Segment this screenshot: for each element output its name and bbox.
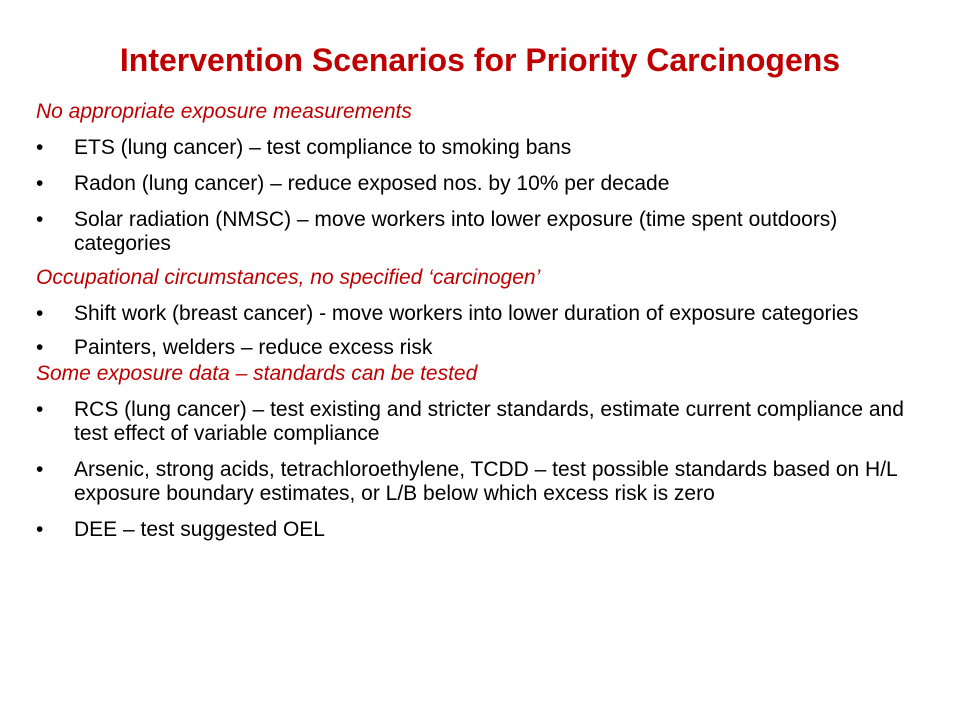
bullet-text: ETS (lung cancer) – test compliance to smoking bans bbox=[74, 136, 572, 159]
bullet-text: Solar radiation (NMSC) – move workers into lower exposure (time spent outdoors) categories bbox=[74, 208, 838, 255]
bullet-text: DEE – test suggested OEL bbox=[74, 518, 325, 541]
bullet-item-radon bbox=[36, 172, 936, 196]
bullet-item-dee bbox=[36, 518, 936, 542]
bullet-item-solar bbox=[36, 208, 936, 256]
bullet-item-ets bbox=[36, 136, 936, 160]
bullet-icon: • bbox=[36, 458, 44, 481]
section-heading-occupational: Occupational circumstances, no specified ‘carcinogen’ bbox=[36, 266, 541, 289]
bullet-item-painters bbox=[36, 336, 936, 360]
bullet-icon: • bbox=[36, 518, 44, 541]
bullet-icon: • bbox=[36, 172, 44, 195]
bullet-text: Shift work (breast cancer) - move workers into lower duration of exposure categories bbox=[74, 302, 859, 325]
bullet-item-arsenic bbox=[36, 458, 936, 506]
section-heading-no-measurements: No appropriate exposure measurements bbox=[36, 100, 412, 123]
bullet-item-rcs bbox=[36, 398, 936, 446]
bullet-text: Arsenic, strong acids, tetrachloroethylene, TCDD – test possible standards based on H/L exposure boundary estimates, or L/B below which excess risk is zero bbox=[74, 458, 897, 505]
bullet-icon: • bbox=[36, 136, 44, 159]
bullet-icon: • bbox=[36, 208, 44, 231]
slide-content bbox=[36, 100, 936, 542]
bullet-icon: • bbox=[36, 336, 44, 359]
section-heading-exposure-data: Some exposure data – standards can be tested bbox=[36, 362, 478, 385]
bullet-text: RCS (lung cancer) – test existing and stricter standards, estimate current compliance and test effect of variable compliance bbox=[74, 398, 904, 445]
bullet-text: Radon (lung cancer) – reduce exposed nos. by 10% per decade bbox=[74, 172, 670, 195]
bullet-text: Painters, welders – reduce excess risk bbox=[74, 336, 433, 359]
bullet-icon: • bbox=[36, 302, 44, 325]
slide-title: Intervention Scenarios for Priority Carcinogens bbox=[119, 42, 841, 78]
bullet-icon: • bbox=[36, 398, 44, 421]
bullet-item-shift-work bbox=[36, 302, 936, 326]
